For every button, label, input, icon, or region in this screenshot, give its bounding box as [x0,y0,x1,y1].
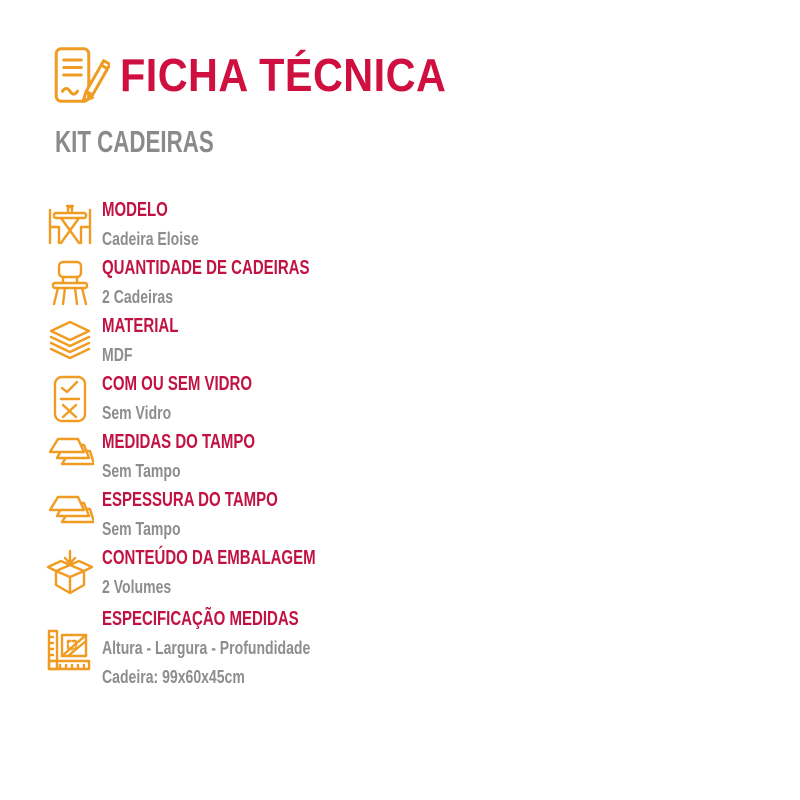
spec-value: Altura - Largura - Profundidade [102,637,311,658]
spec-row-modelo [40,196,460,254]
spec-label: ESPECIFICAÇÃO MEDIDAS [102,607,299,630]
open-box-arrow-icon [40,549,100,597]
table-chairs-icon [40,201,100,249]
spec-label: CONTEÚDO DA EMBALAGEM [102,547,316,569]
product-subtitle: KIT CADEIRAS [55,124,214,159]
spec-label: COM OU SEM VIDRO [102,373,253,395]
spec-row-quantidade [40,254,460,312]
spec-label: MATERIAL [102,315,179,337]
spec-row-vidro [40,370,460,428]
spec-row-espessura-tampo [40,486,460,544]
spec-row-embalagem [40,544,460,602]
spec-value: MDF [102,345,133,365]
page-title: FICHA TÉCNICA [120,49,447,101]
spec-label: ESPESSURA DO TAMPO [102,489,278,511]
stacked-panels-icon [40,433,100,481]
spec-value: Cadeira Eloise [102,229,199,249]
spec-list [40,196,460,694]
header [50,44,483,106]
ruler-blueprint-icon [40,621,100,675]
spec-value: Sem Vidro [102,403,172,423]
spec-row-material [40,312,460,370]
spec-value: Sem Tampo [102,519,181,539]
chair-icon [40,259,100,307]
spec-row-especificacao [40,602,460,694]
spec-value: Sem Tampo [102,461,181,481]
spec-label: MODELO [102,199,168,221]
spec-value: 2 Volumes [102,577,172,597]
spec-label: QUANTIDADE DE CADEIRAS [102,257,310,279]
spec-value-line2: Cadeira: 99x60x45cm [102,666,245,687]
stacked-panels-icon [40,491,100,539]
layers-icon [40,317,100,365]
spec-row-medidas-tampo [40,428,460,486]
spec-value: 2 Cadeiras [102,287,174,307]
document-pen-icon [50,44,110,106]
spec-label: MEDIDAS DO TAMPO [102,431,256,453]
check-x-list-icon [40,375,100,423]
